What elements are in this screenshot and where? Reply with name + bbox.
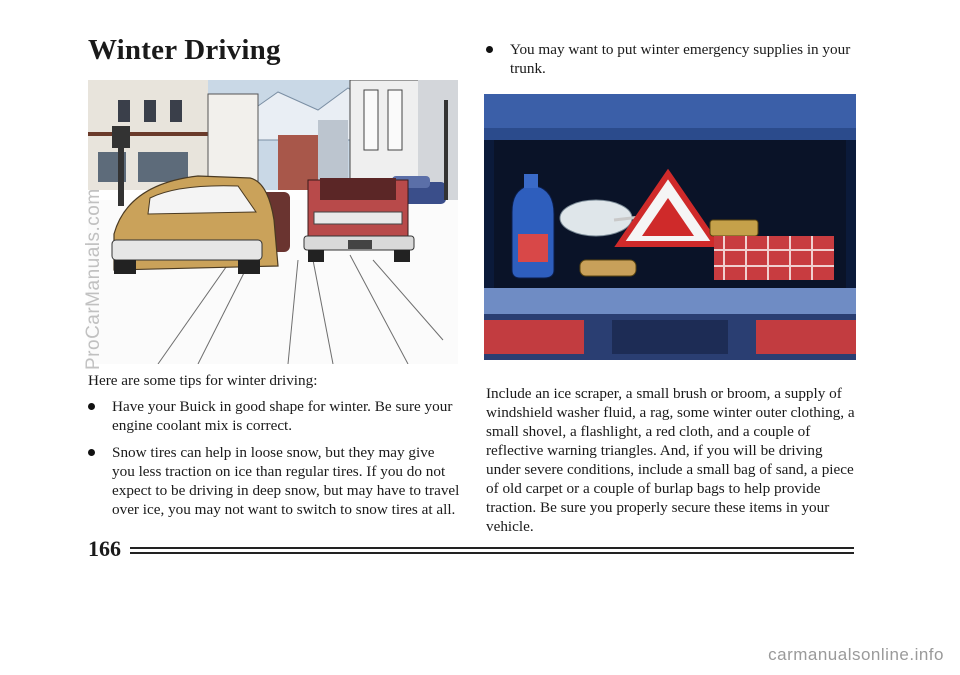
footer-rule [130, 547, 854, 549]
list-item [88, 397, 460, 435]
winter-tips-list [88, 397, 460, 527]
trunk-supplies-illustration [484, 94, 856, 360]
bullet-icon [486, 46, 493, 53]
list-item [88, 443, 460, 519]
bullet-icon [88, 403, 95, 410]
list-item-text: You may want to put winter emergency supplies in your trunk. [510, 41, 851, 77]
list-item-text: Have your Buick in good shape for winter. Be sure your engine coolant mix is correct. [112, 398, 453, 434]
footer-rule [130, 552, 854, 554]
site-watermark: carmanualsonline.info [768, 645, 944, 664]
page-footer [88, 537, 854, 561]
supplies-paragraph: Include an ice scraper, a small brush or broom, a supply of windshield washer fluid, a rag, some winter outer clothing, a small shovel, a flashlight, a red cloth, and a couple of reflective warning triangles. And, if you will be driving under severe conditions, include a small bag of sand, a piece of old carpet or a couple of burlap bags to help provide traction. Be sure you properly secure these items in your vehicle. [486, 385, 855, 535]
list-item [486, 40, 858, 78]
bullet-icon [88, 449, 95, 456]
winter-tips-intro: Here are some tips for winter driving: [88, 372, 318, 389]
winter-street-illustration [88, 80, 458, 364]
side-watermark: ProCarManuals.com [83, 188, 104, 370]
list-item-text: Snow tires can help in loose snow, but they may give you less traction on ice than regular tires. If you do not expect to be driving in deep snow, but may have to travel over ice, you may not want to switch to snow tires at all. [112, 444, 460, 518]
page-number: 166 [88, 536, 121, 561]
page-title: Winter Driving [88, 34, 281, 66]
emergency-supplies-list [486, 40, 858, 86]
